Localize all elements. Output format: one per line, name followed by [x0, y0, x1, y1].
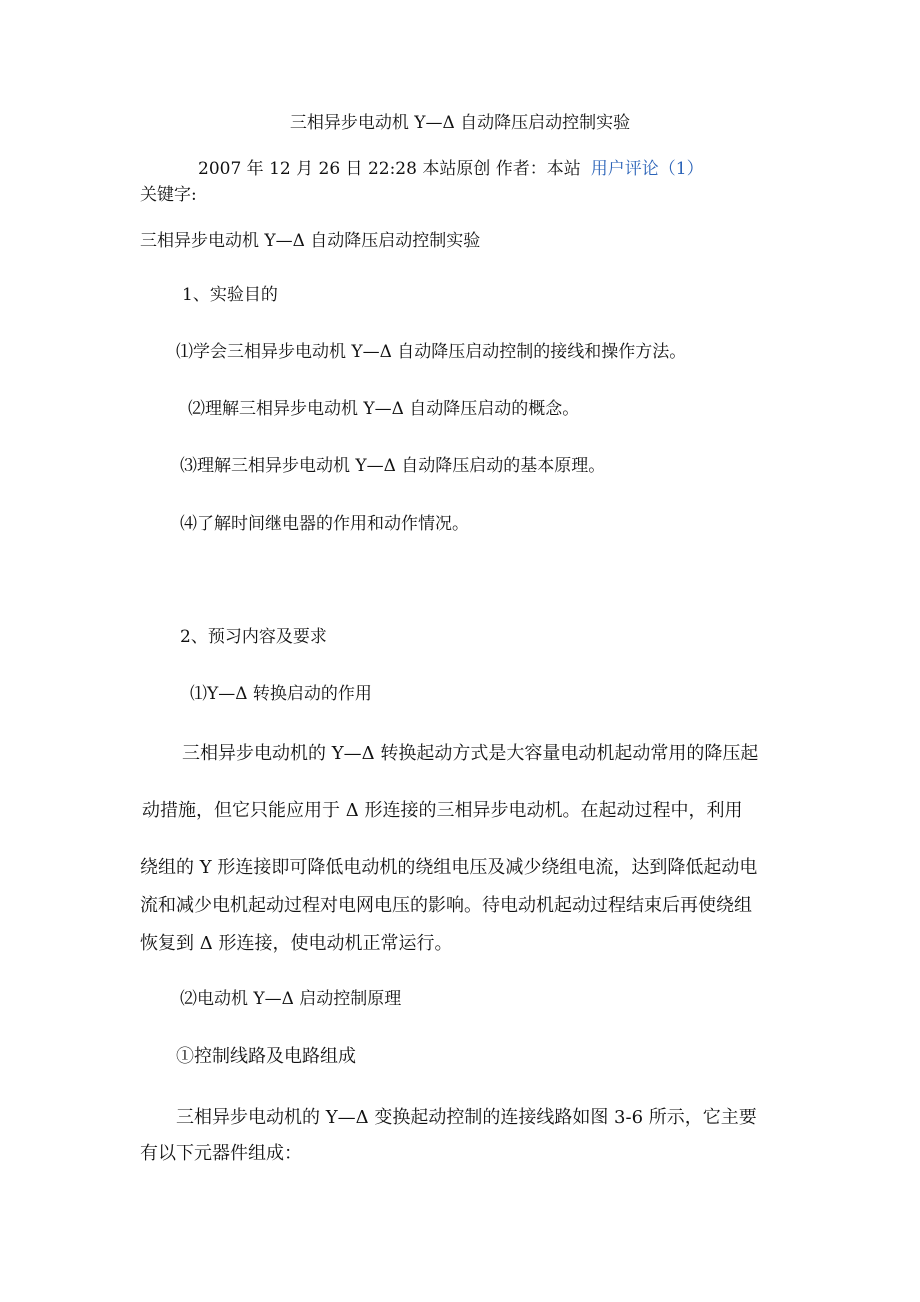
paragraph1-line-1: 三相异步电动机的 Y—Δ 转换起动方式是大容量电动机起动常用的降压起	[182, 743, 759, 764]
page-title: 三相异步电动机 Y—Δ 自动降压启动控制实验	[289, 113, 631, 133]
paragraph1-line-4: 流和减少电机起动过程对电网电压的影响。待电动机起动过程结束后再使绕组	[140, 895, 752, 916]
section2-heading: 2、预习内容及要求	[180, 627, 327, 647]
objective-item-3: ⑶理解三相异步电动机 Y—Δ 自动降压启动的基本原理。	[180, 456, 606, 476]
paragraph1-line-2: 动措施，但它只能应用于 Δ 形连接的三相异步电动机。在起动过程中，利用	[142, 800, 743, 821]
objective-item-2: ⑵理解三相异步电动机 Y—Δ 自动降压启动的概念。	[188, 399, 580, 419]
section1-heading: 1、实验目的	[182, 285, 278, 305]
subsection-2-1-heading: ①控制线路及电路组成	[176, 1046, 356, 1067]
subsection-2-heading: ⑵电动机 Y—Δ 启动控制原理	[180, 989, 402, 1009]
paragraph2-line-2: 有以下元器件组成：	[140, 1143, 302, 1164]
publish-info: 2007 年 12 月 26 日 22:28 本站原创 作者：本站	[198, 159, 581, 179]
subsection-1-heading: ⑴Y—Δ 转换启动的作用	[190, 684, 372, 704]
objective-item-1: ⑴学会三相异步电动机 Y—Δ 自动降压启动控制的接线和操作方法。	[176, 342, 687, 362]
paragraph1-line-3: 绕组的 Y 形连接即可降低电动机的绕组电压及减少绕组电流，达到降低起动电	[140, 857, 758, 878]
keywords-label: 关键字:	[140, 185, 197, 205]
comments-link[interactable]: 用户评论（1）	[590, 159, 704, 179]
paragraph2-line-1: 三相异步电动机的 Y—Δ 变换起动控制的连接线路如图 3-6 所示，它主要	[176, 1107, 757, 1128]
objective-item-4: ⑷了解时间继电器的作用和动作情况。	[180, 514, 469, 534]
paragraph1-line-5: 恢复到 Δ 形连接，使电动机正常运行。	[140, 933, 453, 954]
article-meta	[198, 158, 704, 180]
article-subtitle: 三相异步电动机 Y—Δ 自动降压启动控制实验	[140, 231, 481, 251]
